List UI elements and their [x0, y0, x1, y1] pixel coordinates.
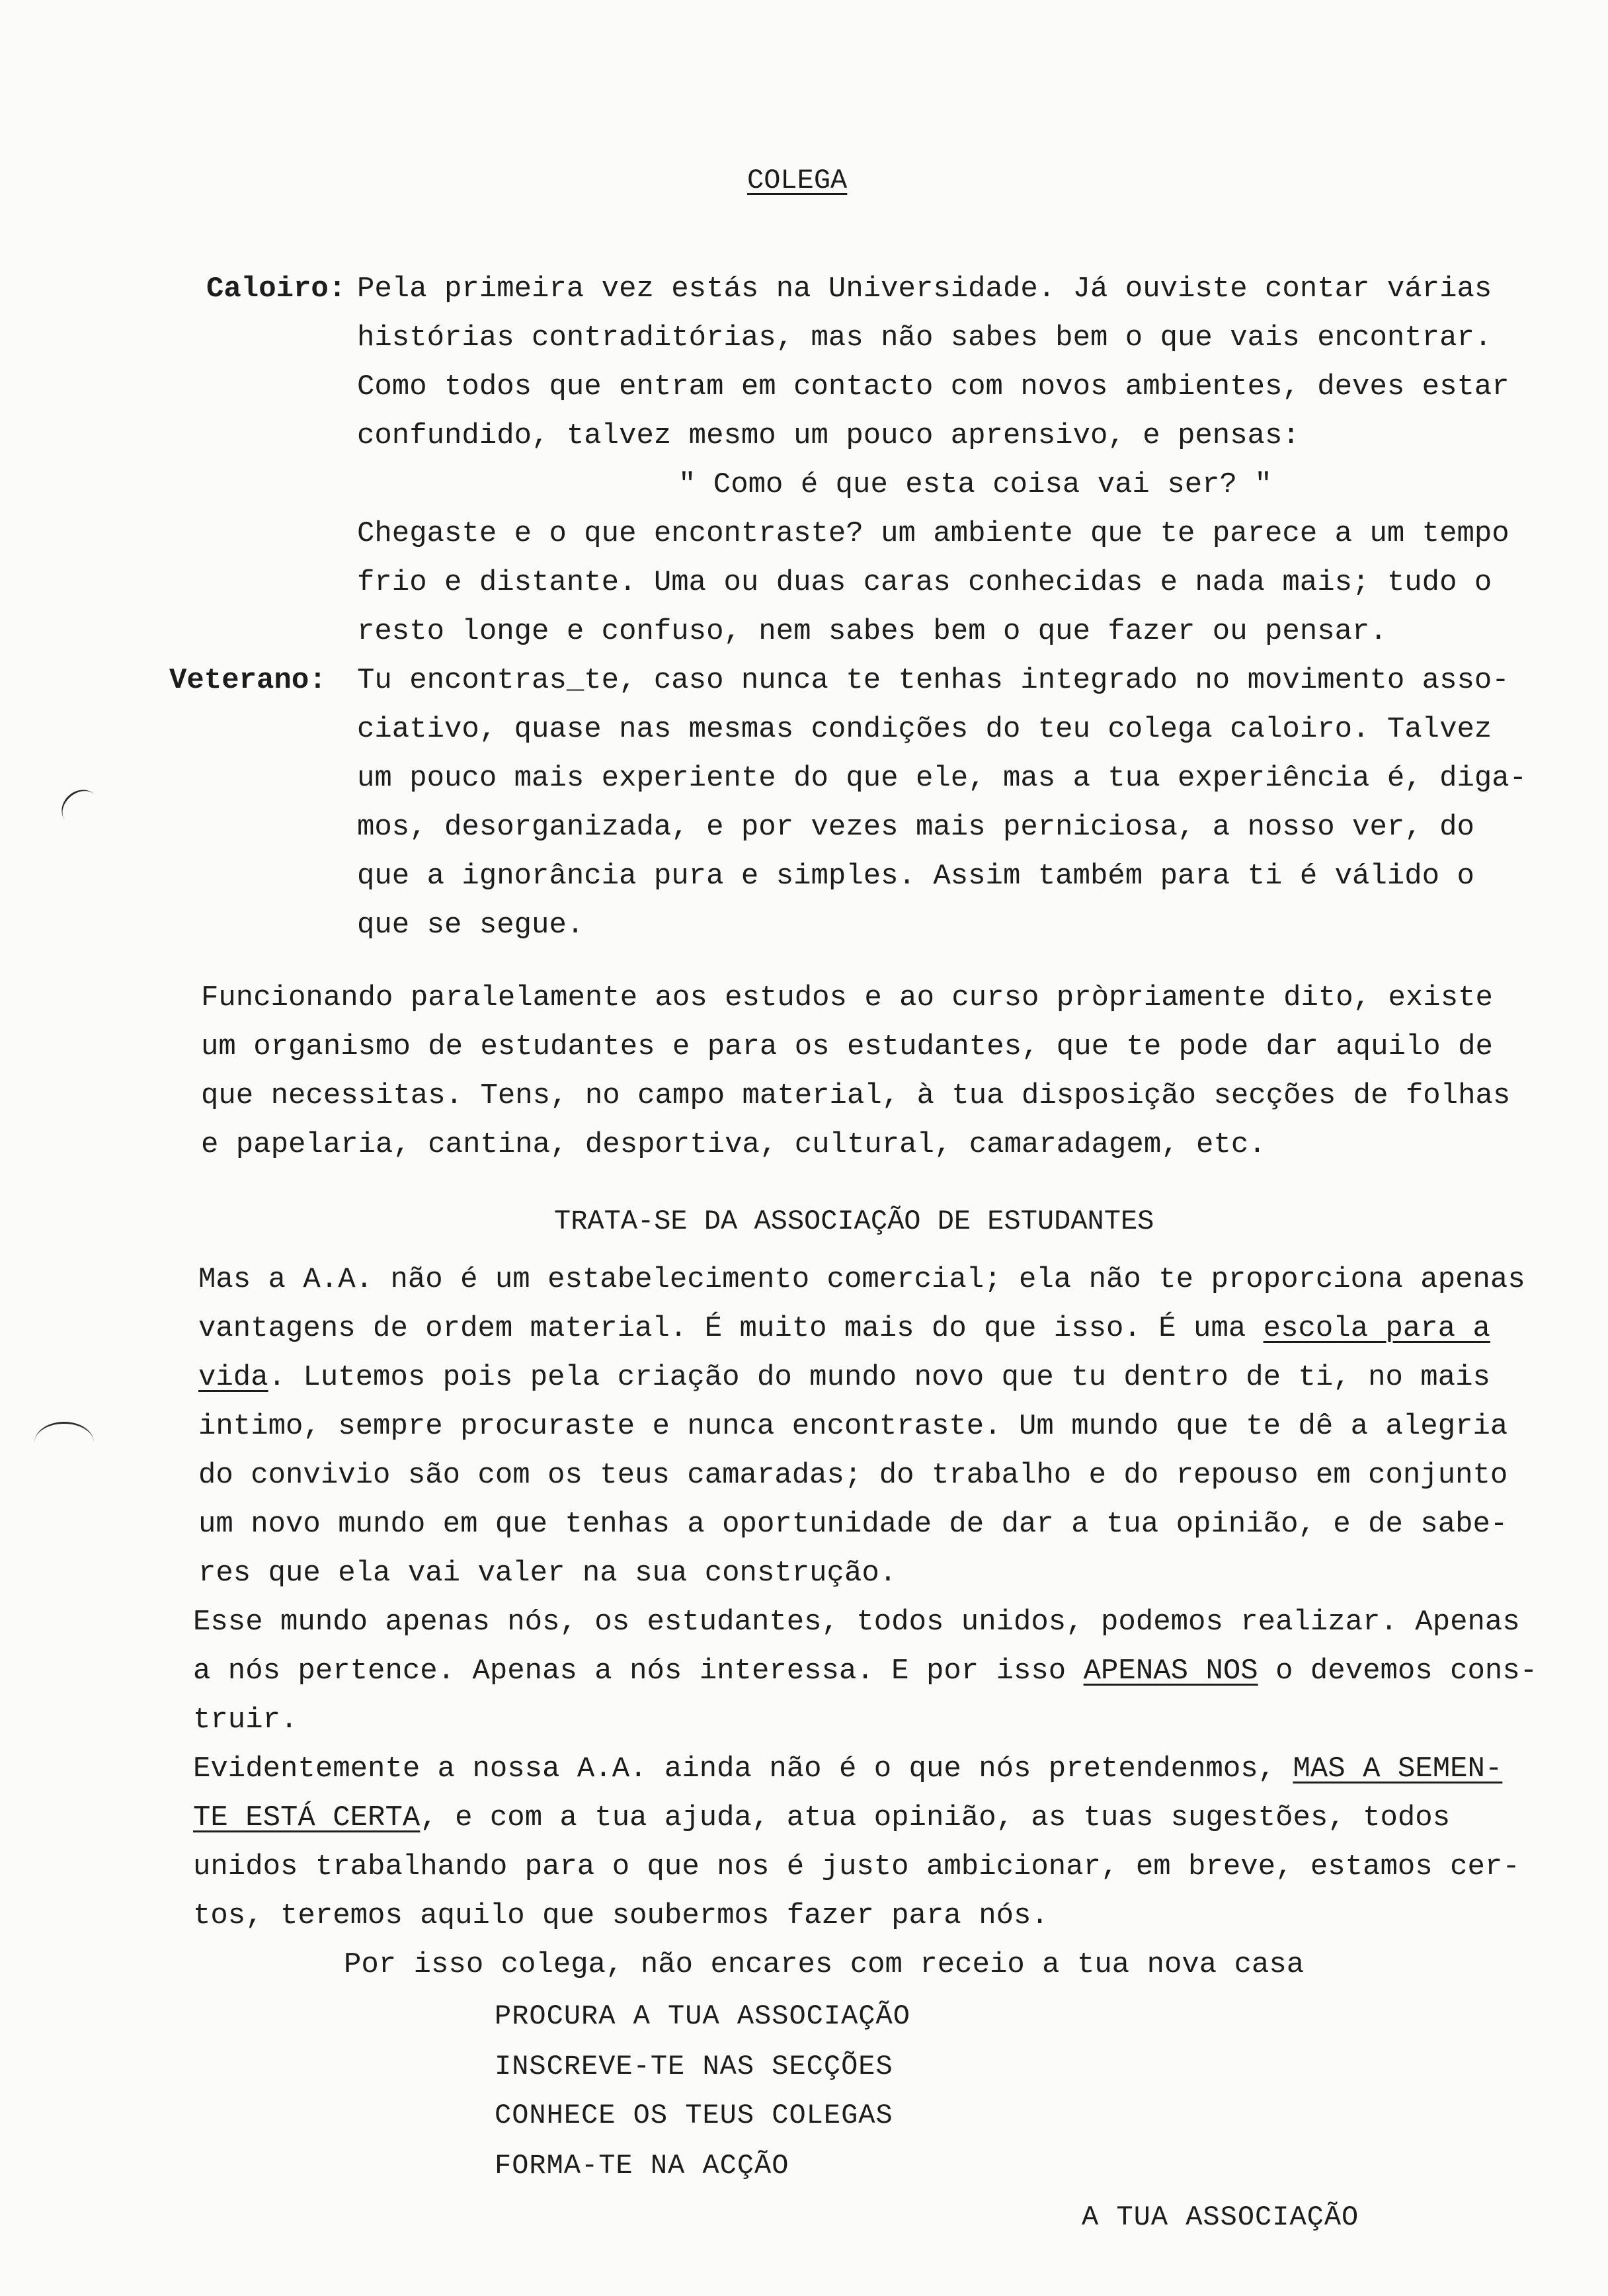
signature: A TUA ASSOCIAÇÃO	[1082, 2201, 1359, 2233]
closing-line: Por isso colega, não encares com receio a tua nova casa	[344, 1948, 1305, 1981]
text-line: truir.	[193, 1703, 298, 1737]
funcionando-paragraph	[201, 973, 1523, 1169]
text-line: unidos trabalhando para o que nos é justo ambicionar, em breve, estamos cer-	[193, 1850, 1520, 1883]
caloiro-paragraph	[357, 265, 1608, 656]
caloiro-label: Caloiro:	[206, 272, 346, 306]
text-line: mos, desorganizada, e por vezes mais perniciosa, a nosso ver, do	[357, 811, 1474, 844]
text-line	[198, 1353, 1521, 1402]
text-segment: Evidentemente a nossa A.A. ainda não é o que nós pretendenmos,	[193, 1752, 1293, 1785]
text-segment: vantagens de ordem material. É muito mais do que isso. É uma	[198, 1312, 1264, 1345]
text-line: Esse mundo apenas nós, os estudantes, todos unidos, podemos realizar. Apenas	[193, 1606, 1520, 1639]
underlined-phrase: TE ESTÁ CERTA	[193, 1801, 421, 1834]
text-line: que necessitas. Tens, no campo material, à tua disposição secções de folhas	[201, 1079, 1511, 1112]
call-to-action: INSCREVE-TE NAS SECÇÕES	[495, 2051, 893, 2082]
text-line: frio e distante. Uma ou duas caras conhecidas e nada mais; tudo o	[357, 566, 1492, 599]
text-line: Pela primeira vez estás na Universidade. Já ouviste contar várias	[357, 272, 1492, 306]
text-line: Como todos que entram em contacto com novos ambientes, deves estar	[357, 370, 1509, 403]
veterano-label: Veterano:	[169, 664, 327, 697]
text-line: que a ignorância pura e simples. Assim também para ti é válido o	[357, 860, 1474, 893]
text-line	[193, 1647, 1538, 1696]
evidentemente-paragraph	[193, 1744, 1520, 1940]
text-line: res que ela vai valer na sua construção.	[198, 1557, 897, 1590]
text-line	[193, 1744, 1515, 1793]
text-segment: o devemos cons-	[1258, 1655, 1538, 1688]
aa-paragraph	[198, 1255, 1525, 1598]
text-line: que se segue.	[357, 909, 584, 942]
call-to-action: FORMA-TE NA ACÇÃO	[495, 2150, 789, 2182]
call-to-action: CONHECE OS TEUS COLEGAS	[495, 2100, 893, 2131]
text-line: Mas a A.A. não é um estabelecimento comercial; ela não te proporciona apenas	[198, 1263, 1525, 1296]
text-line: um organismo de estudantes e para os estudantes, que te pode dar aquilo de	[201, 1030, 1493, 1063]
text-line	[193, 1793, 1515, 1842]
page-title: COLEGA	[747, 165, 848, 196]
text-line: um novo mundo em que tenhas a oportunidade de dar a tua opinião, e de sabe-	[198, 1508, 1508, 1541]
underlined-phrase: APENAS NOS	[1083, 1655, 1258, 1688]
section-heading: TRATA-SE DA ASSOCIAÇÃO DE ESTUDANTES	[554, 1206, 1154, 1237]
text-segment: a nós pertence. Apenas a nós interessa. E por isso	[193, 1655, 1084, 1688]
text-line: e papelaria, cantina, desportiva, cultural, camaradagem, etc.	[201, 1128, 1266, 1161]
underlined-phrase: vida	[198, 1361, 268, 1394]
text-line: ciativo, quase nas mesmas condições do teu colega caloiro. Talvez	[357, 713, 1492, 746]
text-line: confundido, talvez mesmo um pouco aprensivo, e pensas:	[357, 419, 1300, 452]
quoted-question: " Como é que esta coisa vai ser? "	[678, 468, 1272, 501]
underlined-phrase: MAS A SEMEN-	[1293, 1752, 1503, 1785]
margin-mark	[54, 782, 107, 835]
text-line: tos, teremos aquilo que soubermos fazer para nós.	[193, 1899, 1049, 1932]
text-segment: . Lutemos pois pela criação do mundo novo que tu dentro de ti, no mais	[268, 1361, 1490, 1394]
text-line: intimo, sempre procuraste e nunca encontraste. Um mundo que te dê a alegria	[198, 1410, 1508, 1443]
text-line: Funcionando paralelamente aos estudos e ao curso pròpriamente dito, existe	[201, 981, 1493, 1014]
margin-mark	[34, 1422, 94, 1463]
text-line: um pouco mais experiente do que ele, mas a tua experiência é, diga-	[357, 762, 1527, 795]
esse-paragraph	[193, 1598, 1538, 1744]
underlined-phrase: escola para a	[1263, 1312, 1490, 1345]
call-to-action: PROCURA A TUA ASSOCIAÇÃO	[495, 2000, 910, 2032]
text-segment: , e com a tua ajuda, atua opinião, as tuas sugestões, todos	[420, 1801, 1451, 1834]
text-line: Tu encontras_te, caso nunca te tenhas integrado no movimento asso-	[357, 664, 1509, 697]
veterano-paragraph	[357, 656, 1608, 950]
text-line: histórias contraditórias, mas não sabes bem o que vais encontrar.	[357, 321, 1492, 354]
text-line: do convivio são com os teus camaradas; do trabalho e do repouso em conjunto	[198, 1459, 1508, 1492]
text-line: Chegaste e o que encontraste? um ambiente que te parece a um tempo	[357, 517, 1509, 550]
text-line: resto longe e confuso, nem sabes bem o que fazer ou pensar.	[357, 615, 1387, 648]
text-line	[198, 1304, 1521, 1353]
